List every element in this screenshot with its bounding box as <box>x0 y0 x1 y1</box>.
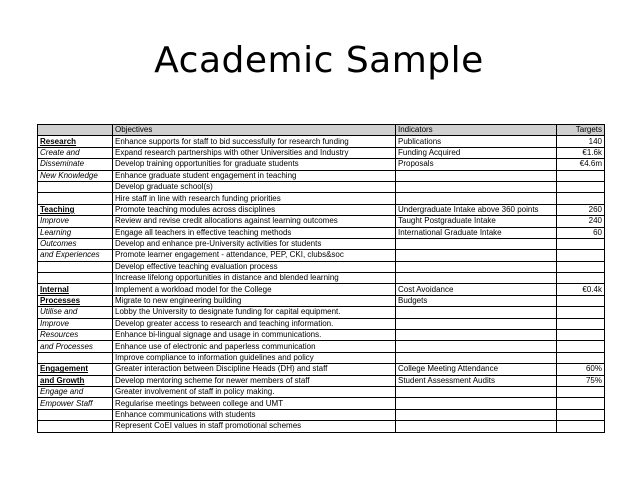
objective-cell: Enhance graduate student engagement in teaching <box>113 170 396 181</box>
indicator-cell: Budgets <box>396 295 557 306</box>
table-row <box>38 204 605 215</box>
objective-cell: Develop training opportunities for graduate students <box>113 159 396 170</box>
target-cell: 240 <box>557 216 605 227</box>
target-cell <box>557 352 605 363</box>
table-row <box>38 295 605 306</box>
table-row <box>38 364 605 375</box>
indicator-cell: Cost Avoidance <box>396 284 557 295</box>
objective-cell: Implement a workload model for the College <box>113 284 396 295</box>
indicator-cell <box>396 330 557 341</box>
area-label: Research <box>38 136 113 147</box>
header-area <box>38 125 113 136</box>
objective-cell: Develop greater access to research and teaching information. <box>113 318 396 329</box>
indicator-cell <box>396 238 557 249</box>
target-cell <box>557 318 605 329</box>
target-cell <box>557 398 605 409</box>
objective-cell: Promote learner engagement - attendance, PEP, CKI, clubs&soc <box>113 250 396 261</box>
area-label: Engage and <box>38 386 113 397</box>
table-row <box>38 147 605 158</box>
table-row <box>38 238 605 249</box>
target-cell: 60% <box>557 364 605 375</box>
header-indicators: Indicators <box>396 125 557 136</box>
objective-cell: Review and revise credit allocations against learning outcomes <box>113 216 396 227</box>
area-label <box>38 409 113 420</box>
area-label: and Experiences <box>38 250 113 261</box>
objective-cell: Regularise meetings between college and UMT <box>113 398 396 409</box>
area-label: and Processes <box>38 341 113 352</box>
target-cell <box>557 330 605 341</box>
objective-cell: Enhance communications with students <box>113 409 396 420</box>
table-row <box>38 330 605 341</box>
target-cell: €1.6k <box>557 147 605 158</box>
indicator-cell <box>396 250 557 261</box>
table-row <box>38 318 605 329</box>
area-label: Improve <box>38 216 113 227</box>
area-label: and Growth <box>38 375 113 386</box>
target-cell <box>557 261 605 272</box>
objective-cell: Promote teaching modules across disciplines <box>113 204 396 215</box>
indicator-cell: Funding Acquired <box>396 147 557 158</box>
indicator-cell <box>396 273 557 284</box>
table-row <box>38 193 605 204</box>
indicator-cell: Publications <box>396 136 557 147</box>
page-title: Academic Sample <box>154 40 484 81</box>
target-cell <box>557 193 605 204</box>
area-label: Outcomes <box>38 238 113 249</box>
target-cell: 75% <box>557 375 605 386</box>
table-row <box>38 341 605 352</box>
area-label: Empower Staff <box>38 398 113 409</box>
table-row <box>38 375 605 386</box>
area-label: Engagement <box>38 364 113 375</box>
area-label: Disseminate <box>38 159 113 170</box>
objective-cell: Increase lifelong opportunities in distance and blended learning <box>113 273 396 284</box>
objective-cell: Enhance bi-lingual signage and usage in communications. <box>113 330 396 341</box>
objective-cell: Develop and enhance pre-University activities for students <box>113 238 396 249</box>
area-label <box>38 193 113 204</box>
indicator-cell <box>396 352 557 363</box>
objective-cell: Enhance supports for staff to bid successfully for research funding <box>113 136 396 147</box>
indicator-cell <box>396 398 557 409</box>
indicator-cell: Taught Postgraduate Intake <box>396 216 557 227</box>
target-cell <box>557 238 605 249</box>
target-cell: €0.4k <box>557 284 605 295</box>
target-cell <box>557 307 605 318</box>
indicator-cell: Proposals <box>396 159 557 170</box>
target-cell <box>557 295 605 306</box>
area-label: Create and <box>38 147 113 158</box>
indicator-cell <box>396 421 557 432</box>
objective-cell: Lobby the University to designate funding for capital equipment. <box>113 307 396 318</box>
table-row <box>38 250 605 261</box>
target-cell <box>557 273 605 284</box>
area-label: Internal <box>38 284 113 295</box>
objective-cell: Improve compliance to information guidelines and policy <box>113 352 396 363</box>
table-row <box>38 181 605 192</box>
indicator-cell <box>396 386 557 397</box>
objective-cell: Enhance use of electronic and paperless communication <box>113 341 396 352</box>
target-cell <box>557 386 605 397</box>
indicator-cell: Student Assessment Audits <box>396 375 557 386</box>
target-cell: 260 <box>557 204 605 215</box>
header-objectives: Objectives <box>113 125 396 136</box>
table-row <box>38 170 605 181</box>
area-label: New Knowledge <box>38 170 113 181</box>
table-row <box>38 273 605 284</box>
table-row <box>38 386 605 397</box>
area-label <box>38 421 113 432</box>
indicator-cell <box>396 193 557 204</box>
objective-cell: Greater involvement of staff in policy making. <box>113 386 396 397</box>
indicator-cell: College Meeting Attendance <box>396 364 557 375</box>
table-row <box>38 398 605 409</box>
target-cell: €4.6m <box>557 159 605 170</box>
header-targets: Targets <box>557 125 605 136</box>
area-label: Resources <box>38 330 113 341</box>
table-row <box>38 409 605 420</box>
objective-cell: Develop graduate school(s) <box>113 181 396 192</box>
target-cell: 60 <box>557 227 605 238</box>
objectives-table <box>37 124 605 433</box>
target-cell <box>557 250 605 261</box>
indicator-cell <box>396 409 557 420</box>
indicator-cell <box>396 261 557 272</box>
table-header-row <box>38 125 605 136</box>
objective-cell: Represent CoEI values in staff promotional schemes <box>113 421 396 432</box>
objective-cell: Hire staff in line with research funding priorities <box>113 193 396 204</box>
area-label <box>38 181 113 192</box>
indicator-cell: International Graduate Intake <box>396 227 557 238</box>
table-row <box>38 352 605 363</box>
table-row <box>38 227 605 238</box>
table-row <box>38 307 605 318</box>
target-cell <box>557 170 605 181</box>
objective-cell: Engage all teachers in effective teaching methods <box>113 227 396 238</box>
indicator-cell <box>396 181 557 192</box>
target-cell: 140 <box>557 136 605 147</box>
table-row <box>38 421 605 432</box>
area-label: Processes <box>38 295 113 306</box>
objective-cell: Migrate to new engineering building <box>113 295 396 306</box>
indicator-cell <box>396 318 557 329</box>
indicator-cell <box>396 341 557 352</box>
objective-cell: Greater interaction between Discipline Heads (DH) and staff <box>113 364 396 375</box>
area-label <box>38 352 113 363</box>
area-label: Teaching <box>38 204 113 215</box>
objective-cell: Develop effective teaching evaluation process <box>113 261 396 272</box>
area-label: Improve <box>38 318 113 329</box>
table-row <box>38 216 605 227</box>
table-row <box>38 159 605 170</box>
indicator-cell: Undergraduate Intake above 360 points <box>396 204 557 215</box>
area-label: Utilise and <box>38 307 113 318</box>
objective-cell: Develop mentoring scheme for newer members of staff <box>113 375 396 386</box>
target-cell <box>557 181 605 192</box>
target-cell <box>557 421 605 432</box>
indicator-cell <box>396 307 557 318</box>
target-cell <box>557 409 605 420</box>
target-cell <box>557 341 605 352</box>
area-label <box>38 273 113 284</box>
area-label <box>38 261 113 272</box>
area-label: Learning <box>38 227 113 238</box>
table-row <box>38 284 605 295</box>
table-row <box>38 136 605 147</box>
indicator-cell <box>396 170 557 181</box>
table-row <box>38 261 605 272</box>
objective-cell: Expand research partnerships with other Universities and Industry <box>113 147 396 158</box>
